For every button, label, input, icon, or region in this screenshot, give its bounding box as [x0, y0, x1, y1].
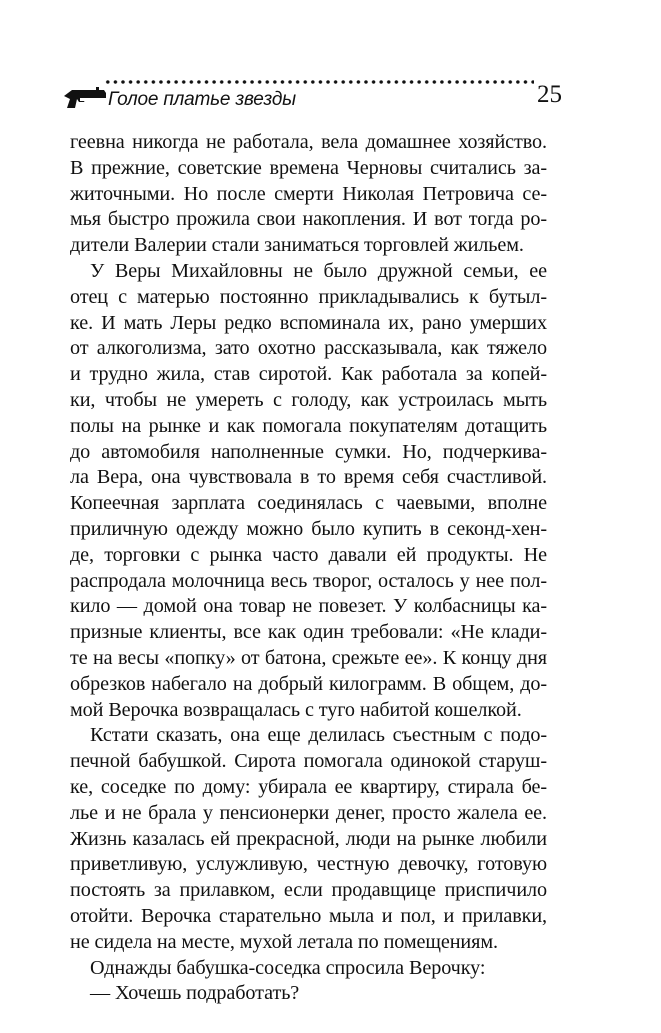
text-line: мой Верочка возвращалась с туго набитой кошелкой.	[70, 698, 522, 721]
running-header	[62, 78, 562, 114]
text-line: В прежние, советские времена Черновы считались за-	[70, 156, 547, 179]
text-line: У Веры Михайловны не было дружной семьи, ее	[90, 259, 547, 282]
text-line: распродала молочница весь творог, осталось у нее пол-	[70, 569, 547, 592]
body-text	[70, 130, 547, 1007]
text-line: геевна никогда не работала, вела домашнее хозяйство.	[70, 131, 547, 153]
text-line: Кстати сказать, она еще делилась съестным с подо-	[90, 724, 547, 747]
text-line: и трудно жила, став сиротой. Как работала за копей-	[70, 363, 547, 386]
paragraph	[70, 981, 547, 1007]
page-number: 25	[537, 81, 562, 108]
header-dotted-rule	[104, 78, 534, 86]
text-line: печной бабушкой. Сирота помогала одинокой старуш-	[70, 750, 547, 773]
text-line: ке. И мать Леры редко вспоминала их, рано умерших	[70, 311, 547, 334]
text-line: дители Валерии стали заниматься торговлей жильем.	[70, 234, 524, 257]
text-line: кило — домой она товар не повезет. У колбасницы ка-	[70, 595, 547, 618]
text-line: те на весы «попку» от батона, срежьте ее». К концу дня	[70, 646, 547, 669]
text-line: не сидела на месте, мухой летала по помещениям.	[70, 930, 498, 953]
text-line: обрезков набегало на добрый килограмм. В общем, до-	[70, 672, 547, 695]
text-line: Жизнь казалась ей прекрасной, люди на рынке любили	[70, 827, 547, 850]
text-line: постоять за прилавком, если продавщице приспичило	[70, 879, 547, 902]
text-line: от алкоголизма, зато охотно рассказывала, как тяжело	[70, 337, 547, 360]
paragraph	[70, 723, 547, 955]
text-line: призные клиенты, все как один требовали: «Не клади-	[70, 621, 547, 644]
paragraph	[70, 956, 547, 982]
text-line: — Хочешь подработать?	[90, 982, 300, 1005]
text-line: приличную одежду можно было купить в секонд-хен-	[70, 517, 547, 540]
text-line: Однажды бабушка-соседка спросила Верочку:	[90, 956, 486, 979]
text-line: до автомобиля наполненные сумки. Но, подчеркива-	[70, 440, 547, 463]
text-line: ке, соседке по дому: убирала ее квартиру, стирала бе-	[70, 775, 547, 798]
paragraph	[70, 130, 547, 259]
text-line: лье и не брала у пенсионерки денег, просто жалела ее.	[70, 801, 547, 824]
running-title: Голое платье звезды	[108, 89, 296, 110]
text-line: отец с матерью постоянно прикладывались к бутыл-	[70, 285, 547, 308]
paragraph	[70, 259, 547, 723]
text-line: ла Вера, она чувствовала в то время себя счастливой.	[70, 466, 547, 489]
text-line: житочными. Но после смерти Николая Петровича се-	[70, 182, 547, 205]
text-line: ки, чтобы не умереть с голоду, как устроилась мыть	[70, 388, 547, 411]
text-line: полы на рынке и как помогала покупателям дотащить	[70, 414, 547, 437]
text-line: мья быстро прожила свои накопления. И вот тогда ро-	[70, 208, 547, 231]
text-line: приветливую, услужливую, честную девочку, готовую	[70, 853, 547, 876]
revolver-icon	[62, 86, 108, 110]
text-line: Копеечная зарплата соединялась с чаевыми, вполне	[70, 492, 547, 515]
text-line: де, торговки с рынка часто давали ей продукты. Не	[70, 543, 547, 566]
text-line: отойти. Верочка старательно мыла и пол, и прилавки,	[70, 904, 547, 927]
